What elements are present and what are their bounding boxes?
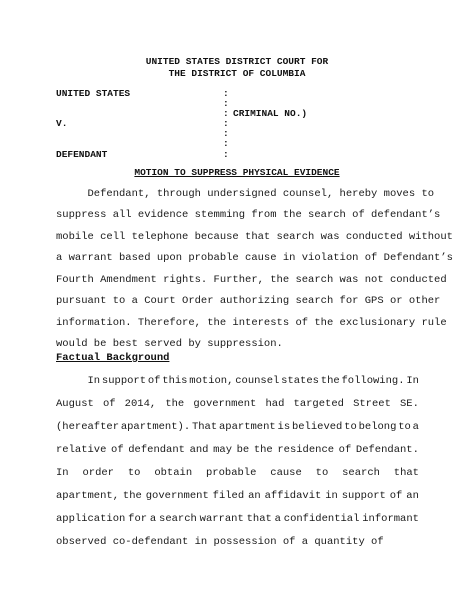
caption-colon: : xyxy=(223,128,229,139)
word: in xyxy=(325,490,338,502)
paragraph-line: mobile cell telephone because that search was conducted without xyxy=(56,231,453,243)
word: residence xyxy=(277,444,335,456)
word: SE. xyxy=(400,398,419,410)
word: In xyxy=(406,375,419,387)
word: search xyxy=(159,513,197,525)
word: may xyxy=(213,444,232,456)
word: of xyxy=(338,444,352,456)
paragraph-line: Defendant, through undersigned counsel, hereby moves to xyxy=(56,188,435,200)
word: states xyxy=(281,375,319,387)
word: government xyxy=(193,398,257,410)
word: search xyxy=(342,467,380,479)
fact-line-1 xyxy=(56,375,419,387)
caption-plaintiff: UNITED STATES xyxy=(56,88,131,99)
word: motion, xyxy=(189,375,234,387)
word: cause xyxy=(270,467,302,479)
word: is xyxy=(277,421,291,433)
word: of xyxy=(111,444,124,456)
word: targeted xyxy=(293,398,344,410)
word: this xyxy=(162,375,188,387)
fact-line-6 xyxy=(56,490,419,502)
word: August xyxy=(56,398,94,410)
word: relative xyxy=(56,444,107,456)
word: of xyxy=(102,398,116,410)
word: In xyxy=(56,467,69,479)
word: affidavit xyxy=(264,490,322,502)
word: Defendant. xyxy=(355,444,419,456)
caption-colon: : xyxy=(223,138,229,149)
word: apartment, xyxy=(56,490,120,502)
word: following. xyxy=(341,375,405,387)
word: to xyxy=(398,421,411,433)
section-heading: Factual Background xyxy=(56,352,170,364)
fact-line-7 xyxy=(56,513,419,525)
word: a xyxy=(412,421,419,433)
caption-versus: V. xyxy=(56,118,68,129)
word: confidential xyxy=(283,513,360,525)
word: that xyxy=(246,513,272,525)
word: of xyxy=(389,490,403,502)
word: believed xyxy=(291,421,343,433)
word: an xyxy=(406,490,419,502)
word: to xyxy=(127,467,141,479)
word: a xyxy=(149,513,157,525)
caption-colon: : xyxy=(223,149,229,160)
word: that xyxy=(393,467,419,479)
word: In xyxy=(56,375,101,387)
word: government xyxy=(145,490,209,502)
word: defendant xyxy=(128,444,185,456)
caption-colon: : xyxy=(223,118,229,129)
word: an xyxy=(248,490,261,502)
word: informant xyxy=(362,513,419,525)
word: obtain xyxy=(154,467,193,479)
word: (hereafter xyxy=(56,421,120,433)
paragraph-line: Fourth Amendment rights. Further, the search was not conducted xyxy=(56,274,447,286)
word: probable xyxy=(205,467,257,479)
word: belong xyxy=(358,421,397,433)
motion-title: MOTION TO SUPPRESS PHYSICAL EVIDENCE xyxy=(134,167,340,178)
word: counsel xyxy=(235,375,280,387)
word: apartment xyxy=(218,421,276,433)
court-name: UNITED STATES DISTRICT COURT FOR xyxy=(145,56,329,67)
word: a xyxy=(274,513,281,525)
word: to xyxy=(344,421,357,433)
fact-line-3 xyxy=(56,421,419,433)
word: had xyxy=(265,398,285,410)
word: support xyxy=(341,490,386,502)
paragraph-line: pursuant to a Court Order authorizing search for GPS or other xyxy=(56,295,441,307)
word: the xyxy=(253,444,273,456)
word: the xyxy=(320,375,340,387)
word: the xyxy=(122,490,142,502)
caption-defendant: DEFENDANT xyxy=(56,149,108,160)
fact-line-5 xyxy=(56,467,419,479)
fact-line-2 xyxy=(56,398,419,410)
word: the xyxy=(165,398,185,410)
caption-colon: : xyxy=(223,108,229,119)
word: warrant xyxy=(199,513,244,525)
court-district: THE DISTRICT OF COLUMBIA xyxy=(168,68,306,79)
word: support xyxy=(101,375,147,387)
fact-line-8: observed co-defendant in possession of a quantity of xyxy=(56,536,384,548)
paragraph-line: information. Therefore, the interests of the exclusionary rule xyxy=(56,317,447,329)
word: That xyxy=(191,421,218,433)
paragraph-line: a warrant based upon probable cause in violation of Defendant’s xyxy=(56,252,453,264)
word: Street xyxy=(353,398,391,410)
word: and xyxy=(189,444,209,456)
word: 2014, xyxy=(124,398,157,410)
fact-line-4 xyxy=(56,444,419,456)
word: order xyxy=(82,467,114,479)
word: to xyxy=(315,467,329,479)
paragraph-line: would be best served by suppression. xyxy=(56,338,283,350)
caption-colon: : xyxy=(223,88,229,99)
word: application xyxy=(56,513,126,525)
caption-criminal-no: CRIMINAL NO.) xyxy=(233,108,308,119)
word: filed xyxy=(212,490,245,502)
paragraph-line: suppress all evidence stemming from the search of defendant’s xyxy=(56,209,441,221)
word: for xyxy=(128,513,148,525)
word: be xyxy=(236,444,250,456)
caption-colon: : xyxy=(223,98,229,109)
word: of xyxy=(147,375,161,387)
word: apartment). xyxy=(120,421,191,433)
